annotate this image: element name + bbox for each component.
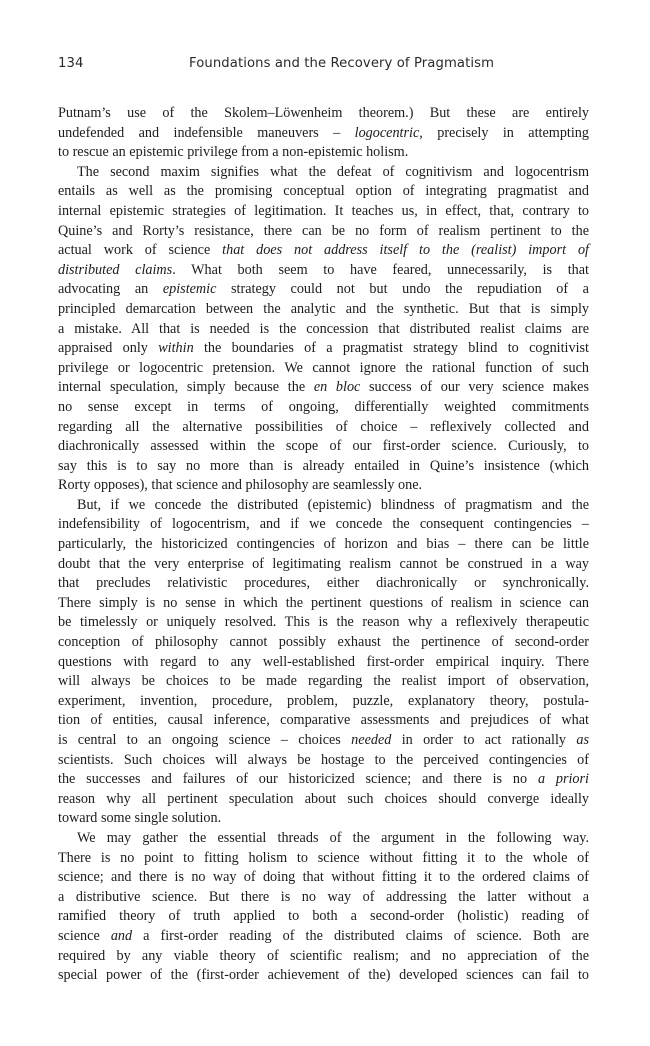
text-line bbox=[58, 633, 589, 653]
text-line bbox=[58, 280, 589, 300]
text-run: regarding all the alternative possibilities of choice – reflexively collected and bbox=[58, 418, 589, 435]
text-line bbox=[58, 378, 589, 398]
text-line bbox=[58, 515, 589, 535]
text-line bbox=[58, 907, 589, 927]
text-run: strategy could not but undo the repudiation of a bbox=[216, 281, 589, 298]
text-line bbox=[58, 770, 589, 790]
text-run: say this is to say no more than is already entailed in Quine’s insistence (which bbox=[58, 457, 589, 474]
text-run: , precisely in attempting bbox=[419, 124, 589, 141]
text-line bbox=[58, 476, 589, 496]
text-line bbox=[58, 320, 589, 340]
text-run: a first-order reading of the distributed claims of science. Both are bbox=[132, 927, 589, 944]
text-run: entails as well as the promising conceptual option of integrating pragmatist and bbox=[58, 183, 589, 200]
text-line bbox=[58, 535, 589, 555]
text-run: Quine’s and Rorty’s resistance, there can be no form of realism pertinent to the bbox=[58, 222, 589, 239]
text-run: appraised only bbox=[58, 340, 159, 357]
text-run: that precludes relativistic procedures, either diachronically or synchronically. bbox=[58, 575, 589, 592]
text-line bbox=[58, 751, 589, 771]
text-line bbox=[58, 927, 589, 947]
italic-text: distributed claims bbox=[58, 261, 173, 278]
italic-text: en bloc bbox=[313, 379, 361, 396]
body-text bbox=[58, 104, 589, 986]
text-line bbox=[58, 222, 589, 242]
text-line bbox=[58, 418, 589, 438]
text-run: tion of entities, causal inference, comparative assessments and prejudices of what bbox=[58, 712, 589, 729]
text-line bbox=[58, 202, 589, 222]
text-run: scientists. Such choices will always be hostage to the perceived contingencies of bbox=[58, 751, 589, 768]
text-run: to rescue an epistemic privilege from a non-epistemic holism. bbox=[58, 144, 409, 161]
paragraph bbox=[58, 829, 589, 986]
italic-text: a priori bbox=[537, 771, 589, 788]
text-run: But, if we concede the distributed (epistemic) blindness of pragmatism and the bbox=[77, 496, 589, 513]
text-run: ramified theory of truth applied to both a second-order (holistic) reading of bbox=[58, 908, 589, 925]
text-run: We may gather the essential threads of the argument in the following way. bbox=[77, 829, 589, 846]
paragraph bbox=[58, 163, 589, 496]
text-run: special power of the (first-order achievement of the) developed sciences can fail to bbox=[58, 967, 589, 984]
text-run: Putnam’s use of the Skolem–Löwenheim theorem.) But these are entirely bbox=[58, 105, 589, 121]
paragraph bbox=[58, 496, 589, 829]
text-run: be timelessly or uniquely resolved. This is the reason why a reflexively therapeutic bbox=[58, 614, 589, 631]
text-run: indefensibility of logocentrism, and if we concede the consequent contingencies – bbox=[58, 516, 589, 533]
text-line bbox=[58, 711, 589, 731]
text-run: experiment, invention, procedure, problem, puzzle, explanatory theory, postula- bbox=[58, 692, 589, 709]
text-line bbox=[58, 437, 589, 457]
text-run: science bbox=[58, 927, 111, 944]
text-line bbox=[58, 124, 589, 144]
italic-text: that does not address itself to the (realist) import of bbox=[222, 242, 589, 259]
text-run: science; and there is no way of doing that without fitting it to the ordered claims of bbox=[58, 869, 589, 886]
text-run: Rorty opposes), that science and philosophy are seamlessly one. bbox=[58, 477, 423, 494]
text-line bbox=[58, 300, 589, 320]
text-line bbox=[58, 790, 589, 810]
text-line bbox=[58, 849, 589, 869]
text-run: a distributive science. But there is no way of addressing the latter without a bbox=[58, 888, 589, 905]
text-line bbox=[58, 496, 589, 516]
text-line bbox=[58, 692, 589, 712]
text-line bbox=[58, 868, 589, 888]
text-line bbox=[58, 143, 589, 163]
text-run: diachronically assessed within the scope of our first-order science. Curiously, to bbox=[58, 438, 589, 455]
text-line bbox=[58, 574, 589, 594]
text-run: will always be choices to be made regarding the realist import of observation, bbox=[58, 673, 589, 690]
text-line bbox=[58, 163, 589, 183]
text-run: doubt that the very enterprise of legitimating realism cannot be construed in a way bbox=[58, 555, 589, 572]
text-line bbox=[58, 829, 589, 849]
text-run: reason why all pertinent speculation about such choices should converge ideally bbox=[58, 790, 589, 807]
text-run: internal epistemic strategies of legitimation. It teaches us, in effect, that, contrary to bbox=[58, 202, 589, 219]
text-run: undefended and indefensible maneuvers – bbox=[58, 124, 355, 141]
text-run: toward some single solution. bbox=[58, 810, 222, 827]
paragraph bbox=[58, 104, 589, 163]
text-run: questions with regard to any well-established first-order empirical inquiry. There bbox=[58, 653, 589, 670]
text-line bbox=[58, 672, 589, 692]
text-run: advocating an bbox=[58, 281, 163, 298]
text-line bbox=[58, 241, 589, 261]
running-head bbox=[58, 56, 590, 76]
text-line bbox=[58, 947, 589, 967]
text-line bbox=[58, 731, 589, 751]
text-run: the successes and failures of our historicized science; and there is no bbox=[58, 771, 538, 788]
text-run: privilege or logocentric pretension. We cannot ignore the rational function of such bbox=[58, 359, 589, 376]
text-run: internal speculation, simply because the bbox=[58, 379, 314, 396]
text-run: There simply is no sense in which the pertinent questions of realism in science can bbox=[58, 594, 589, 611]
text-line bbox=[58, 398, 589, 418]
text-line bbox=[58, 966, 589, 986]
text-run: required by any viable theory of scientific realism; and no appreciation of the bbox=[58, 947, 589, 964]
text-line bbox=[58, 653, 589, 673]
text-run: in order to act rationally bbox=[391, 732, 577, 748]
italic-text: epistemic bbox=[162, 281, 217, 298]
text-line bbox=[58, 613, 589, 633]
text-run: a mistake. All that is needed is the concession that distributed realist claims are bbox=[58, 320, 589, 337]
text-run: no sense except in terms of ongoing, differentially weighted commitments bbox=[58, 398, 589, 415]
text-run: . What both seem to have feared, unnecessarily, is that bbox=[172, 261, 589, 278]
running-title: Foundations and the Recovery of Pragmatism bbox=[189, 56, 495, 71]
italic-text: needed bbox=[351, 732, 392, 748]
page-number: 134 bbox=[58, 56, 84, 71]
italic-text: and bbox=[110, 927, 133, 944]
text-run: success of our very science makes bbox=[360, 379, 589, 396]
italic-text: as bbox=[576, 732, 589, 748]
text-run: conception of philosophy cannot possibly exhaust the pertinence of second-order bbox=[58, 634, 589, 651]
italic-text: logocentric bbox=[354, 124, 420, 141]
text-run: is central to an ongoing science – choices bbox=[58, 732, 352, 748]
text-line bbox=[58, 888, 589, 908]
text-line bbox=[58, 261, 589, 281]
text-line bbox=[58, 457, 589, 477]
italic-text: within bbox=[158, 340, 194, 357]
text-run: particularly, the historicized contingencies of horizon and bias – there can be little bbox=[58, 536, 589, 553]
text-run: actual work of science bbox=[58, 242, 223, 259]
text-line bbox=[58, 359, 589, 379]
text-run: the boundaries of a pragmatist strategy blind to cognitivist bbox=[193, 340, 589, 357]
text-line bbox=[58, 809, 589, 829]
text-line bbox=[58, 594, 589, 614]
text-line bbox=[58, 339, 589, 359]
text-line bbox=[58, 104, 589, 124]
text-run: The second maxim signifies what the defeat of cognitivism and logocentrism bbox=[77, 163, 589, 180]
text-run: There is no point to fitting holism to science without fitting it to the whole of bbox=[58, 849, 589, 866]
text-line bbox=[58, 182, 589, 202]
text-run: principled demarcation between the analytic and the synthetic. But that is simply bbox=[58, 300, 589, 317]
text-line bbox=[58, 555, 589, 575]
